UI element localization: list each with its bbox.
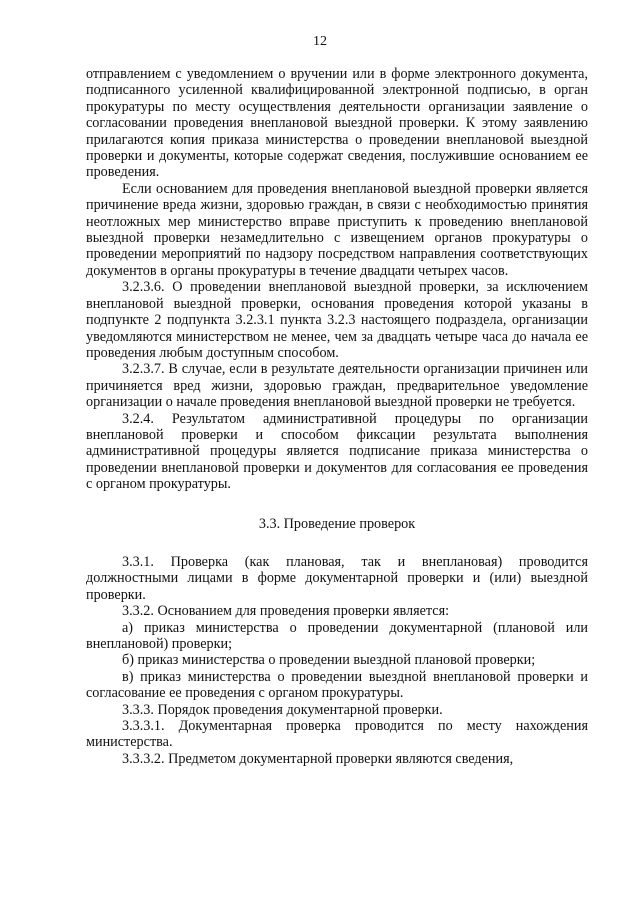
document-body [86,66,588,767]
paragraph: 3.2.3.7. В случае, если в результате деятельности организации причинен или причиняется вред жизни, здоровью граждан, предварительное уведомление организации о начале проведения внеплановой выездной проверки не требуется. [86,361,588,411]
section-heading: 3.3. Проведение проверок [258,515,416,532]
paragraph: 3.3.1. Проверка (как плановая, так и внеплановая) проводится должностными лицами в форме документарной проверки и (или) выездной проверки. [86,553,588,603]
paragraphs-before [86,66,588,493]
paragraph: 3.3.3.2. Предметом документарной проверки являются сведения, [122,750,514,767]
paragraph: 3.2.3.6. О проведении внеплановой выездной проверки, за исключением внеплановой выездной проверки, основания проведения которой указаны в подпункте 2 подпункта 3.2.3.1 пункта 3.2.3 настоящего подраздела, организации уведомляются министерством не менее, чем за двадцать четыре часа до начала ее проведения любым доступным способом. [86,279,588,361]
paragraphs-after [86,554,588,767]
paragraph: 3.3.3. Порядок проведения документарной проверки. [122,701,443,718]
paragraph: отправлением с уведомлением о вручении или в форме электронного документа, подписанного усиленной квалифицированной электронной подписью, в орган прокуратуры по месту осуществления деятельности организации заявление о согласовании проведения внеплановой выездной проверки. К этому заявлению прилагаются копия приказа министерства о проведении внеплановой выездной проверки и документы, которые содержат сведения, послужившие основанием ее проведения. [86,66,588,181]
paragraph: Если основанием для проведения внеплановой выездной проверки является причинение вреда жизни, здоровью граждан, в связи с необходимостью принятия неотложных мер министерство вправе приступить к проведению внеплановой выездной проверки незамедлительно с извещением органов прокуратуры о проведении мероприятий по надзору посредством направления соответствующих документов в органы прокуратуры в течение двадцати четырех часов. [86,180,588,279]
paragraph: 3.3.3.1. Документарная проверка проводится по месту нахождения министерства. [86,718,588,751]
list-item: а) приказ министерства о проведении документарной (плановой или внеплановой) проверки; [86,619,588,652]
paragraph: 3.2.4. Результатом административной процедуры по организации внеплановой проверки и способом фиксации результата выполнения административной процедуры является подписание приказа министерства о проведении внеплановой проверки и документов для согласования ее проведения с органом прокуратуры. [86,410,588,493]
list-item: в) приказ министерства о проведении выездной внеплановой проверки и согласование ее проведения с органом прокуратуры. [86,668,588,702]
page-number: 12 [313,34,327,49]
paragraph: 3.3.2. Основанием для проведения проверки является: [122,603,450,620]
list-item: б) приказ министерства о проведении выездной плановой проверки; [122,652,536,669]
